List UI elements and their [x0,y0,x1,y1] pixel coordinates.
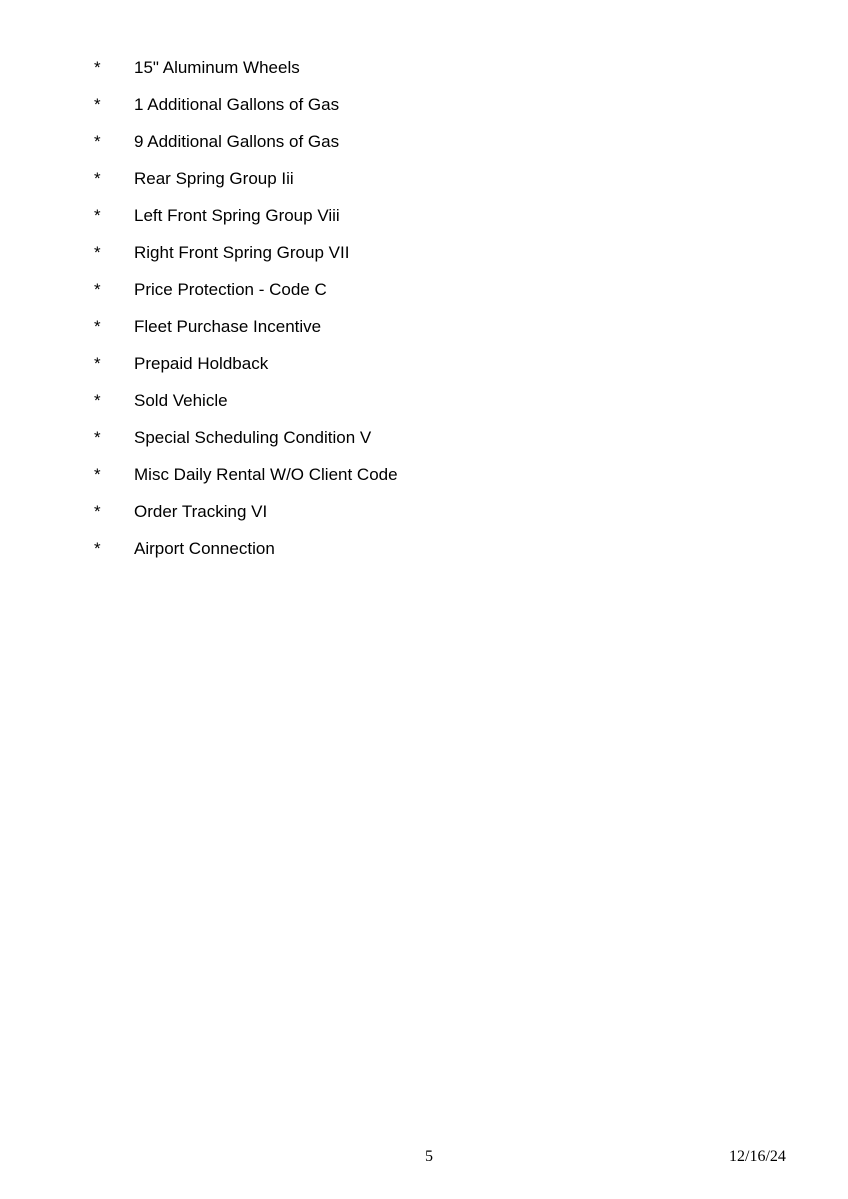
bullet-marker: * [94,465,101,484]
list-item-text: 1 Additional Gallons of Gas [134,95,340,114]
list-item-text: Prepaid Holdback [134,354,269,373]
list-item-text: Special Scheduling Condition V [134,428,372,447]
list-item-text: 15" Aluminum Wheels [134,58,300,77]
bullet-marker: * [94,132,101,151]
list-item-text: Airport Connection [134,539,275,558]
bullet-marker: * [94,95,101,114]
footer-date: 12/16/24 [729,1148,786,1165]
bullet-marker: * [94,391,101,410]
bullet-marker: * [94,428,101,447]
bullet-marker: * [94,317,101,336]
list-item-text: Misc Daily Rental W/O Client Code [134,465,398,484]
bullet-marker: * [94,206,101,225]
bullet-marker: * [94,58,101,77]
list-item-text: 9 Additional Gallons of Gas [134,132,340,151]
bullet-marker: * [94,169,101,188]
bullet-marker: * [94,243,101,262]
list-item-text: Sold Vehicle [134,391,228,410]
bullet-marker: * [94,502,101,521]
list-item-text: Right Front Spring Group VII [134,243,350,262]
list-item-text: Rear Spring Group Iii [134,169,294,188]
list-item-text: Price Protection - Code C [134,280,327,299]
bullet-marker: * [94,539,101,558]
page-number: 5 [425,1148,433,1165]
bullet-marker: * [94,354,101,373]
list-item-text: Left Front Spring Group Viii [134,206,340,225]
list-item-text: Fleet Purchase Incentive [134,317,322,336]
list-item-text: Order Tracking VI [134,502,268,521]
bullet-marker: * [94,280,101,299]
